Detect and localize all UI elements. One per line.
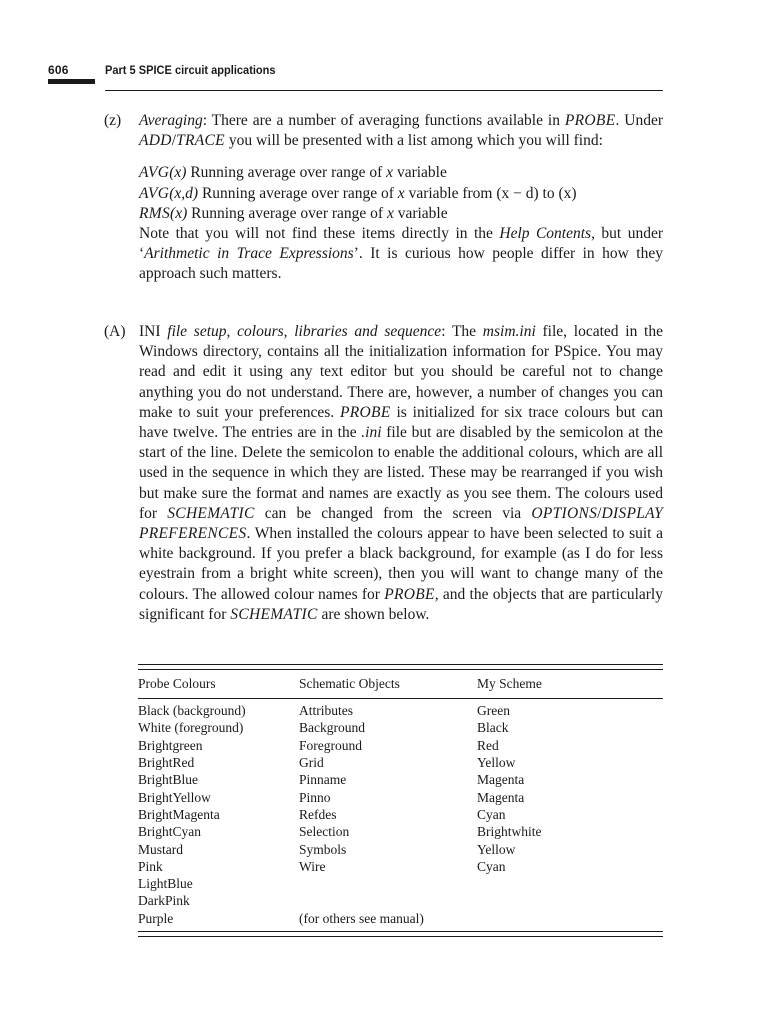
page-number: 606 — [48, 63, 69, 77]
header-schematic-objects: Schematic Objects — [299, 676, 400, 691]
function-avg-x: AVG(x) Running average over range of x variable — [139, 164, 447, 182]
function-list — [139, 163, 663, 224]
table-row: BrightRed Grid Yellow — [138, 755, 516, 771]
item-a-content — [139, 322, 663, 625]
item-z — [104, 111, 663, 285]
arithmetic-term: Arithmetic in Trace Expressions — [144, 245, 354, 263]
table-bottom-rule — [138, 931, 663, 937]
table-row: BrightYellow Pinno Magenta — [138, 789, 525, 805]
averaging-term: Averaging — [139, 112, 203, 129]
item-z-label: (z) — [104, 112, 122, 129]
item-a-paragraph: INI file setup, colours, libraries and sequence: The msim.ini file, located in the Windows directory, contains all the initialization information for PSpice. You may read and edit it using any text editor but you should be careful not to change anything you do not understand. There are, however, a number of changes you can make to suit your preferences. PROBE is initialized for six trace colours but can have twelve. The entries are in the .ini file but are disabled by the semicolon at the start of the line. Delete the semicolon to enable the additional colours, which are all used in the sequence in which they are listed. These may be rearranged if you wish but make sure the format and names are exactly as you see them. The colours used for SCHEMATIC can be changed from the screen via OPTIONS/DISPLAY PREFERENCES. When installed the colours appear to have been selected to suit a white background. If you prefer a black background, for example (as I do for less eyestrain from a bright white screen), then you will want to change many of the colours. The allowed colour names for PROBE, and the objects that are particularly significant for SCHEMATIC are shown below. — [139, 323, 664, 623]
colour-table — [138, 664, 663, 937]
item-z-intro: Averaging: There are a number of averaging functions available in PROBE. Under ADD/TRACE you will be presented with a list among which you will find: — [139, 112, 663, 150]
table-row: DarkPink — [138, 893, 190, 909]
table-row: Black (background) Attributes Green — [138, 703, 510, 719]
running-title: Part 5 SPICE circuit applications — [105, 63, 276, 77]
function-rms-x: RMS(x) Running average over range of x variable — [139, 204, 448, 222]
table-row: BrightCyan Selection Brightwhite — [138, 824, 542, 840]
table-row: Pink Wire Cyan — [138, 858, 506, 874]
table-row: White (foreground) Background Black — [138, 720, 509, 736]
table-body — [138, 699, 663, 931]
header-probe-colours: Probe Colours — [138, 676, 216, 691]
table-row: LightBlue — [138, 876, 193, 892]
trace-term: TRACE — [176, 132, 225, 150]
item-a — [104, 322, 663, 625]
probe-term: PROBE — [564, 112, 616, 129]
function-avg-xd: AVG(x,d) Running average over range of x variable from (x − d) to (x) — [139, 184, 577, 202]
table-row: Brightgreen Foreground Red — [138, 737, 499, 753]
table-row: Purple (for others see manual) — [138, 910, 424, 926]
header-my-scheme: My Scheme — [477, 676, 542, 691]
add-term: ADD — [139, 132, 172, 150]
item-z-content — [139, 111, 663, 285]
table-header — [138, 670, 663, 699]
table-row: BrightBlue Pinname Magenta — [138, 772, 525, 788]
item-a-label: (A) — [104, 323, 126, 340]
table-row: Mustard Symbols Yellow — [138, 841, 516, 857]
item-z-note: Note that you will not find these items directly in the Help Contents, but under ‘Arithmetic in Trace Expressions’. It is curious how people differ in how they approach such matters. — [139, 225, 663, 283]
header-accent-bar — [48, 79, 95, 84]
header-rule — [105, 90, 663, 91]
help-contents-term: Help Contents — [499, 225, 592, 243]
table-row: BrightMagenta Refdes Cyan — [138, 806, 506, 822]
msim-ini-term: msim.ini — [482, 323, 536, 340]
